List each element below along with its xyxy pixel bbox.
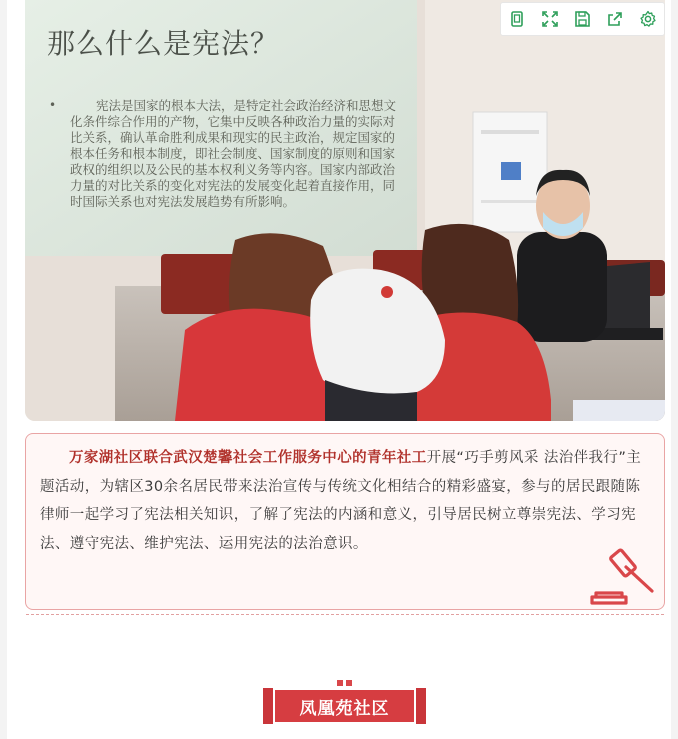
share-button[interactable] <box>604 8 626 30</box>
copy-icon <box>508 10 526 28</box>
settings-button[interactable] <box>637 8 659 30</box>
article-textbox <box>25 433 665 610</box>
article-highlight: 万家湖社区联合武汉楚馨社会工作服务中心的青年社工 <box>69 450 427 466</box>
gavel-icon <box>586 545 660 605</box>
article-body: 开展“巧手剪风采 法治伴我行”主题活动，为辖区30余名居民带来法治宣传与传统文化相结合的精彩盛宴，参与的居民跟随陈律师一起学习了宪法相关知识，了解了宪法的内涵和意义，引导居民树立尊崇宪法、学习宪法、遵守宪法、维护宪法、运用宪法的法治意识。 <box>40 450 642 552</box>
lecture-photo <box>25 0 665 421</box>
banner-dots <box>337 680 352 686</box>
article-page <box>7 0 671 739</box>
gear-icon <box>639 10 657 28</box>
expand-icon <box>541 10 559 28</box>
save-button[interactable] <box>571 8 593 30</box>
article-paragraph <box>40 444 650 558</box>
share-icon <box>606 10 624 28</box>
slide-title: 那么什么是宪法？ <box>47 27 280 60</box>
image-toolbar <box>500 2 665 36</box>
slide-body: 宪法是国家的根本大法，是特定社会政治经济和思想文化条件综合作用的产物，它集中反映各种政治力量的实际对比关系，确认革命胜利成果和现实的民主政治，规定国家的根本任务和根本制度，即社会制度、国家制度的原则和国家政权的组织以及公民的基本权利义务等内容。国家内部政治力量的对比关系的变化对宪法的发展变化起着直接作用，同时国际关系也对宪法发展趋势有所影响。 <box>70 98 397 209</box>
section-title: 凤凰苑社区 <box>299 698 390 719</box>
slide-bullet: • <box>49 98 57 112</box>
section-banner <box>263 688 426 724</box>
save-icon <box>573 10 591 28</box>
lecture-scene <box>25 0 665 421</box>
fullscreen-button[interactable] <box>539 8 561 30</box>
copy-button[interactable] <box>506 8 528 30</box>
